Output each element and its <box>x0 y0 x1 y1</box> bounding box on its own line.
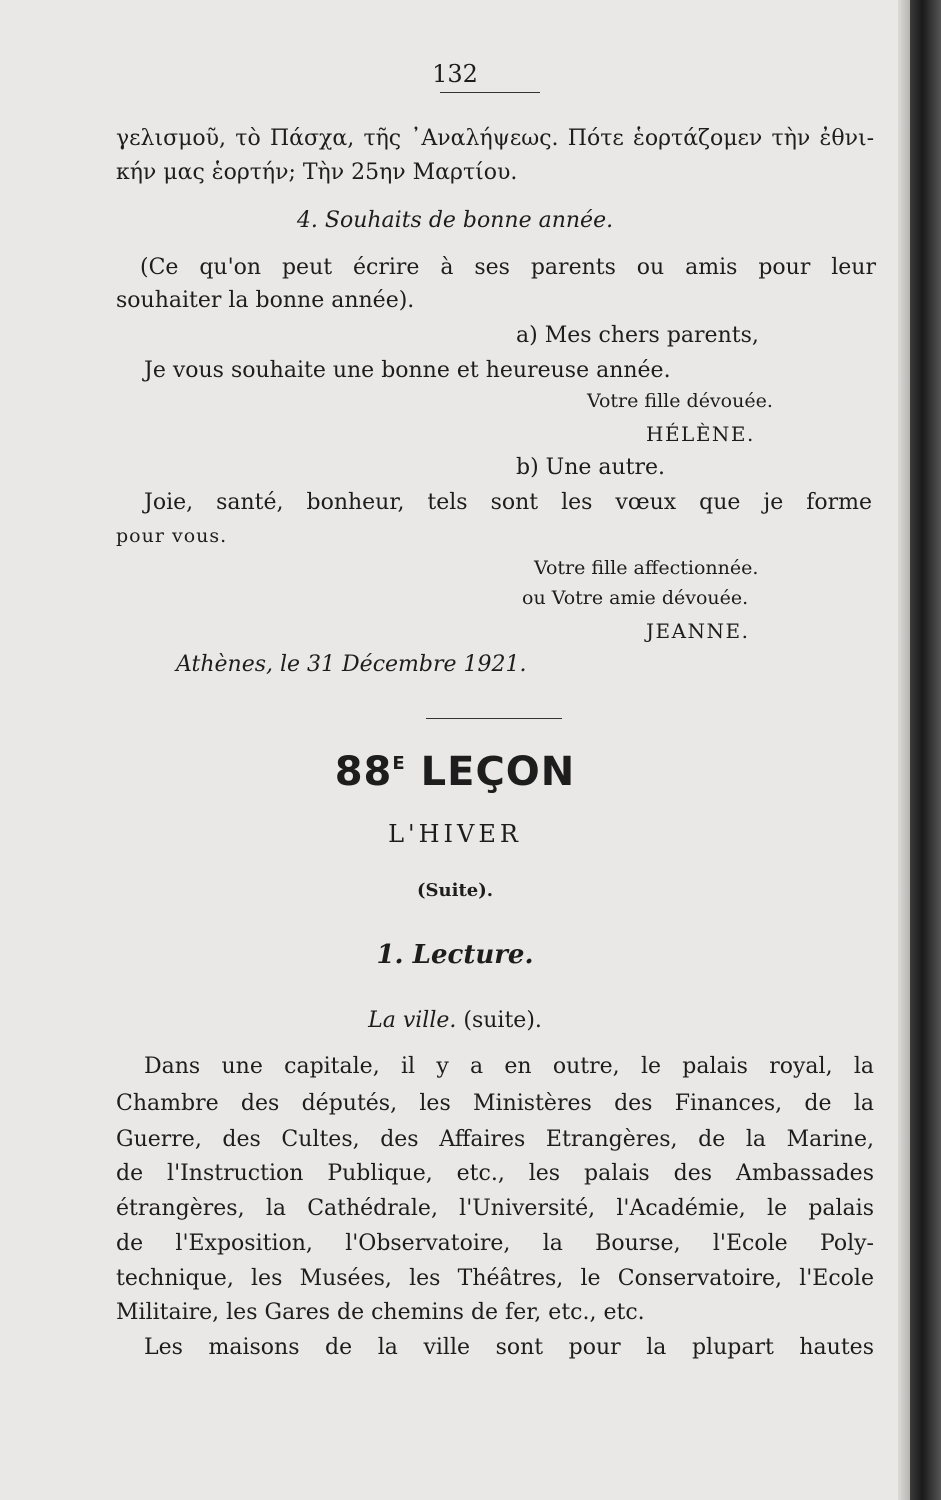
letter-a-body: Je vous souhaite une bonne et heureuse année. <box>144 358 671 383</box>
paragraph-line-4: de l'Instruction Publique, etc., les palais des Ambassades <box>116 1161 874 1186</box>
wishes-intro-line-1: (Ce qu'on peut écrire à ses parents ou amis pour leur <box>140 255 876 280</box>
letter-b-closing-1: Votre fille affectionnée. <box>534 557 759 579</box>
paragraph-line-3: Guerre, des Cultes, des Affaires Etrangères, de la Marine, <box>116 1127 874 1152</box>
paragraph-line-6: de l'Exposition, l'Observatoire, la Bourse, l'Ecole Poly- <box>116 1231 874 1256</box>
paragraph-line-7: technique, les Musées, les Théâtres, le Conservatoire, l'Ecole <box>116 1266 874 1291</box>
paragraph-line-8: Militaire, les Gares de chemins de fer, etc., etc. <box>116 1300 645 1325</box>
letter-b-body-line-2: pour vous. <box>116 525 228 547</box>
paragraph-line-2: Chambre des députés, les Ministères des Finances, de la <box>116 1091 874 1116</box>
page-number: 132 <box>432 60 478 88</box>
page-number-rule <box>440 92 540 93</box>
greek-line-1: γελισμοῦ, τὸ Πάσχα, τῆς ᾿Αναλήψεως. Πότε ἑορτάζομεν τὴν ἐθνι- <box>116 126 874 151</box>
reading-title: La ville. <box>368 1008 457 1033</box>
letter-a-signature: HÉLÈNE. <box>646 422 755 446</box>
section-4-title: 4. Souhaits de bonne année. <box>296 208 614 233</box>
greek-line-2: κήν μας ἑορτήν; Τὴν 25ην Μαρτίου. <box>116 160 518 185</box>
letter-b-closing-2: ou Votre amie dévouée. <box>522 587 749 609</box>
place-and-date: Athènes, le 31 Décembre 1921. <box>176 652 527 677</box>
letter-a-salutation: a) Mes chers parents, <box>516 323 759 348</box>
lesson-number: 88 <box>334 749 393 795</box>
letter-b-body-line-1: Joie, santé, bonheur, tels sont les vœux que je forme <box>144 490 872 515</box>
paragraph-line-5: étrangères, la Cathédrale, l'Université, l'Académie, le palais <box>116 1196 874 1221</box>
lesson-word: LEÇON <box>420 749 576 795</box>
reading-heading: 1. Lecture. <box>376 940 534 970</box>
lesson-number-suffix: E <box>392 753 406 774</box>
lesson-heading <box>0 749 910 795</box>
lesson-title: L'HIVER <box>388 820 522 848</box>
section-divider <box>426 718 562 719</box>
reading-suite: (suite). <box>463 1008 542 1033</box>
lesson-suite: (Suite). <box>417 880 493 901</box>
letter-a-closing: Votre fille dévouée. <box>587 390 773 412</box>
reading-title-line <box>0 1010 910 1032</box>
paragraph-line-1: Dans une capitale, il y a en outre, le palais royal, la <box>144 1054 874 1079</box>
letter-b-signature: JEANNE. <box>646 619 750 643</box>
wishes-intro-line-2: souhaiter la bonne année). <box>116 288 415 313</box>
letter-b-label: b) Une autre. <box>516 455 666 480</box>
book-edge <box>910 0 941 1500</box>
paragraph-2-line-1: Les maisons de la ville sont pour la plupart hautes <box>144 1335 874 1360</box>
